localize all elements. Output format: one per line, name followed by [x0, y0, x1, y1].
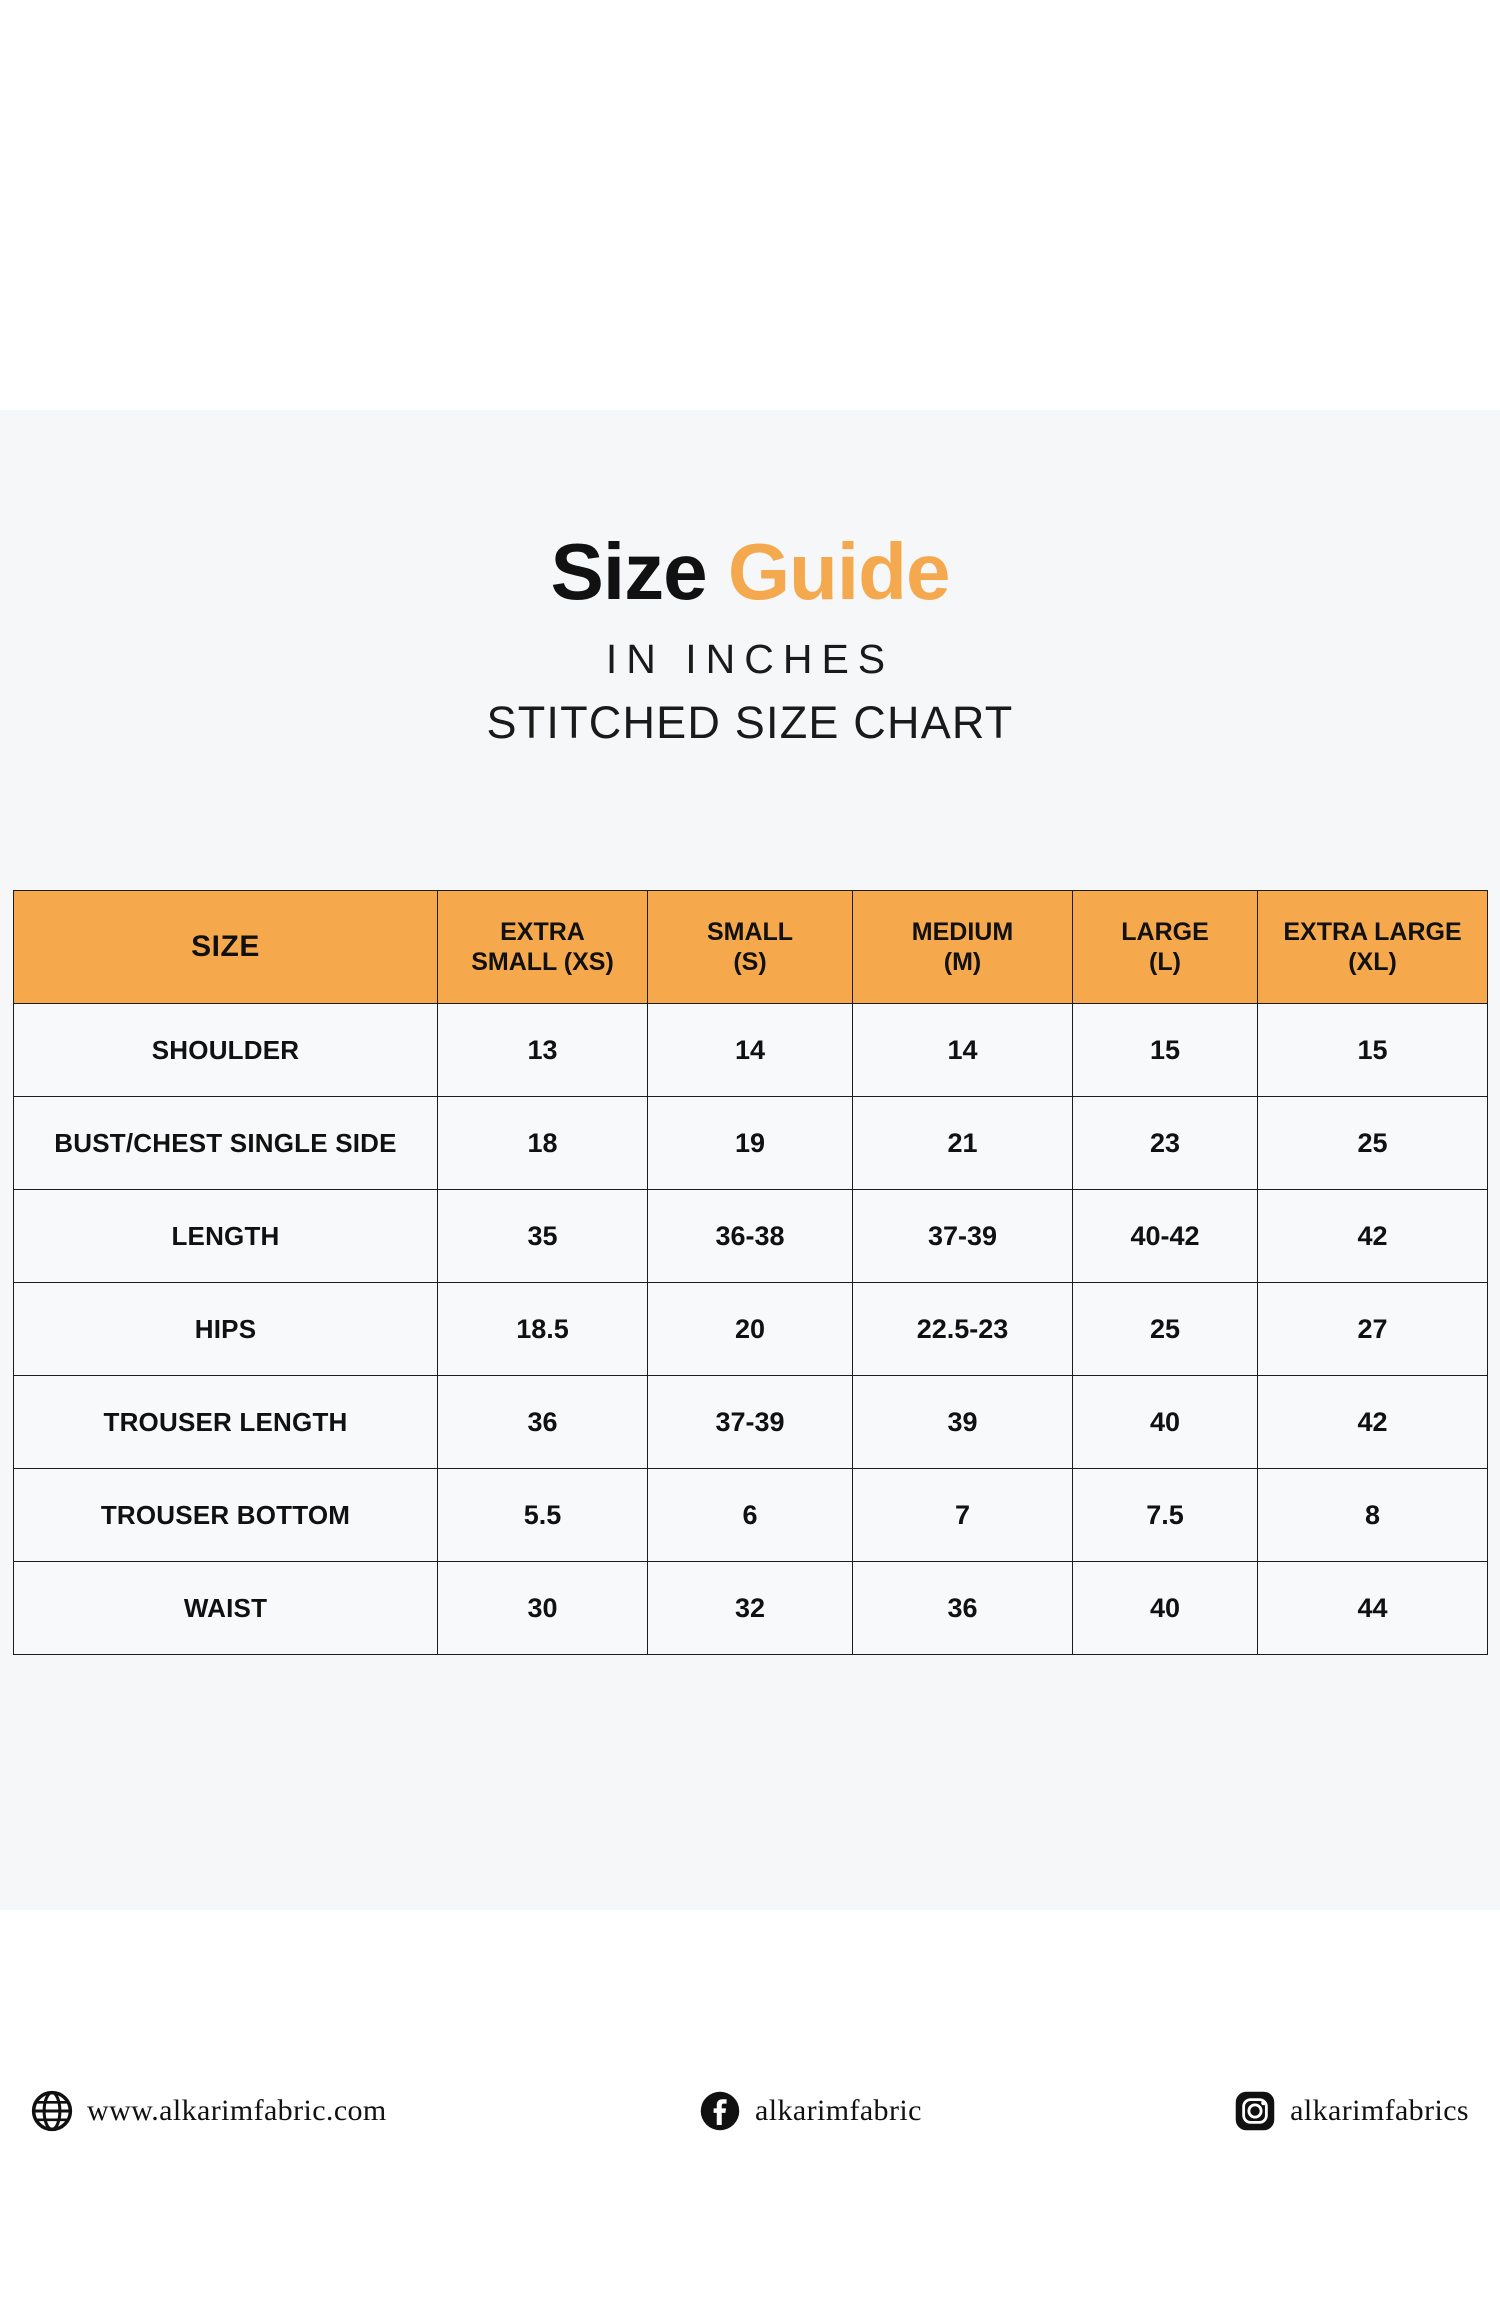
facebook-icon: [699, 2090, 741, 2132]
cell-shoulder-m: 14: [853, 1004, 1073, 1097]
cell-hips-xl: 27: [1258, 1283, 1488, 1376]
size-chart-table: [13, 890, 1488, 1655]
row-label-trouser-bottom: TROUSER BOTTOM: [14, 1469, 438, 1562]
globe-icon: [31, 2090, 73, 2132]
footer-facebook[interactable]: [699, 2090, 922, 2132]
column-header-s: [648, 891, 853, 1004]
table-row: [14, 1562, 1488, 1655]
size-guide-card: [0, 410, 1500, 2127]
table-row: [14, 1004, 1488, 1097]
cell-trouser-length-s: 37-39: [648, 1376, 853, 1469]
column-header-s-line2: (S): [733, 948, 767, 976]
cell-trouser-length-xl: 42: [1258, 1376, 1488, 1469]
table-row: [14, 1097, 1488, 1190]
cell-hips-xs: 18.5: [438, 1283, 648, 1376]
cell-length-l: 40-42: [1073, 1190, 1258, 1283]
cell-shoulder-s: 14: [648, 1004, 853, 1097]
footer-website[interactable]: [31, 2090, 387, 2132]
cell-waist-l: 40: [1073, 1562, 1258, 1655]
table-header-row: [14, 891, 1488, 1004]
footer-contacts: [13, 2090, 1487, 2132]
cell-length-s: 36-38: [648, 1190, 853, 1283]
cell-bust-xl: 25: [1258, 1097, 1488, 1190]
column-header-xs-line2: SMALL (XS): [471, 948, 614, 976]
row-label-waist: WAIST: [14, 1562, 438, 1655]
page-title: [0, 527, 1500, 616]
row-label-hips: HIPS: [14, 1283, 438, 1376]
header-block: [0, 410, 1500, 749]
column-header-l-line1: LARGE: [1121, 918, 1209, 946]
cell-trouser-bottom-m: 7: [853, 1469, 1073, 1562]
column-header-xs: [438, 891, 648, 1004]
cell-waist-m: 36: [853, 1562, 1073, 1655]
cell-waist-xs: 30: [438, 1562, 648, 1655]
table-row: [14, 1376, 1488, 1469]
table-row: [14, 1190, 1488, 1283]
cell-length-xs: 35: [438, 1190, 648, 1283]
column-header-xs-line1: EXTRA: [500, 918, 585, 946]
cell-trouser-bottom-xs: 5.5: [438, 1469, 648, 1562]
cell-hips-s: 20: [648, 1283, 853, 1376]
cell-shoulder-xs: 13: [438, 1004, 648, 1097]
column-header-l: [1073, 891, 1258, 1004]
row-label-bust-chest: BUST/CHEST SINGLE SIDE: [14, 1097, 438, 1190]
column-header-xl-line1: EXTRA LARGE: [1283, 918, 1462, 946]
subtitle-units: IN INCHES: [605, 636, 895, 682]
cell-hips-l: 25: [1073, 1283, 1258, 1376]
instagram-icon: [1234, 2090, 1276, 2132]
size-chart-table-wrap: [13, 890, 1487, 1655]
column-header-m-line2: (M): [943, 948, 982, 976]
cell-trouser-bottom-l: 7.5: [1073, 1469, 1258, 1562]
cell-trouser-length-m: 39: [853, 1376, 1073, 1469]
cell-length-m: 37-39: [853, 1190, 1073, 1283]
column-header-size: SIZE: [14, 891, 438, 1004]
column-header-xl-line2: (XL): [1348, 948, 1397, 976]
cell-waist-xl: 44: [1258, 1562, 1488, 1655]
footer-website-label: www.alkarimfabric.com: [87, 2094, 387, 2127]
cell-bust-l: 23: [1073, 1097, 1258, 1190]
row-label-shoulder: SHOULDER: [14, 1004, 438, 1097]
subtitle-chart-name: STITCHED SIZE CHART: [486, 697, 1014, 748]
cell-waist-s: 32: [648, 1562, 853, 1655]
page-title-part1: Size: [550, 527, 707, 616]
footer-facebook-label: alkarimfabric: [755, 2094, 922, 2127]
cell-trouser-length-xs: 36: [438, 1376, 648, 1469]
cell-trouser-bottom-s: 6: [648, 1469, 853, 1562]
footer-instagram[interactable]: [1234, 2090, 1469, 2132]
cell-trouser-length-l: 40: [1073, 1376, 1258, 1469]
row-label-trouser-length: TROUSER LENGTH: [14, 1376, 438, 1469]
table-row: [14, 1469, 1488, 1562]
cell-shoulder-xl: 15: [1258, 1004, 1488, 1097]
table-body: [14, 1004, 1488, 1655]
column-header-s-line1: SMALL: [706, 918, 794, 946]
cell-bust-m: 21: [853, 1097, 1073, 1190]
cell-length-xl: 42: [1258, 1190, 1488, 1283]
row-label-length: LENGTH: [14, 1190, 438, 1283]
cell-shoulder-l: 15: [1073, 1004, 1258, 1097]
cell-hips-m: 22.5-23: [853, 1283, 1073, 1376]
footer-instagram-label: alkarimfabrics: [1290, 2094, 1469, 2127]
table-row: [14, 1283, 1488, 1376]
cell-bust-xs: 18: [438, 1097, 648, 1190]
column-header-l-line2: (L): [1149, 948, 1181, 976]
column-header-xl: [1258, 891, 1488, 1004]
page-title-part2: Guide: [727, 527, 950, 616]
column-header-m-line1: MEDIUM: [911, 918, 1014, 946]
cell-bust-s: 19: [648, 1097, 853, 1190]
cell-trouser-bottom-xl: 8: [1258, 1469, 1488, 1562]
column-header-m: [853, 891, 1073, 1004]
table-header: [14, 891, 1488, 1004]
